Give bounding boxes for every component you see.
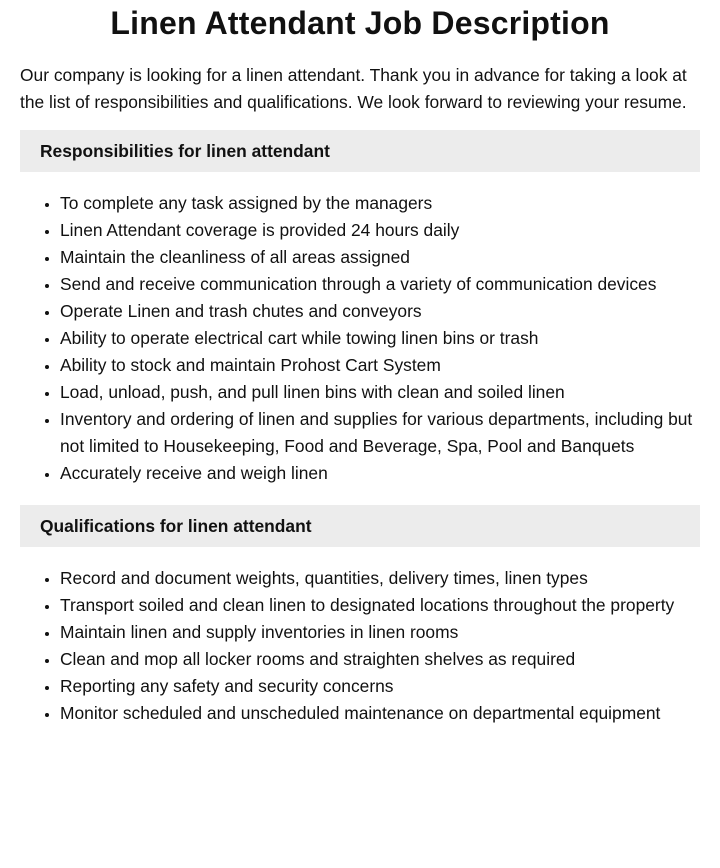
list-item: • Accurately receive and weigh linen (60, 460, 700, 487)
list-item: • To complete any task assigned by the managers (60, 190, 700, 217)
list-item: • Record and document weights, quantities, delivery times, linen types (60, 565, 700, 592)
list-item: • Monitor scheduled and unscheduled maintenance on departmental equipment (60, 700, 700, 727)
list-item: • Operate Linen and trash chutes and conveyors (60, 298, 700, 325)
list-item: • Maintain the cleanliness of all areas assigned (60, 244, 700, 271)
intro-paragraph: Our company is looking for a linen attendant. Thank you in advance for taking a look at the list of responsibilities and qualifications. We look forward to reviewing your resume. (20, 65, 687, 112)
responsibilities-list (20, 190, 700, 487)
list-item: • Send and receive communication through a variety of communication devices (60, 271, 700, 298)
list-item: • Ability to operate electrical cart while towing linen bins or trash (60, 325, 700, 352)
list-item: • Transport soiled and clean linen to designated locations throughout the property (60, 592, 700, 619)
list-item: • Ability to stock and maintain Prohost Cart System (60, 352, 700, 379)
responsibilities-heading: Responsibilities for linen attendant (20, 130, 700, 172)
list-item: • Clean and mop all locker rooms and straighten shelves as required (60, 646, 700, 673)
list-item: • Reporting any safety and security concerns (60, 673, 700, 700)
page-title: Linen Attendant Job Description (110, 5, 610, 41)
qualifications-list (20, 565, 700, 727)
qualifications-heading: Qualifications for linen attendant (20, 505, 700, 547)
list-item: • Load, unload, push, and pull linen bins with clean and soiled linen (60, 379, 700, 406)
list-item: • Linen Attendant coverage is provided 24 hours daily (60, 217, 700, 244)
list-item: • Maintain linen and supply inventories in linen rooms (60, 619, 700, 646)
list-item: • Inventory and ordering of linen and supplies for various departments, including but not limited to Housekeeping, Food and Beverage, Spa, Pool and Banquets (60, 406, 700, 460)
